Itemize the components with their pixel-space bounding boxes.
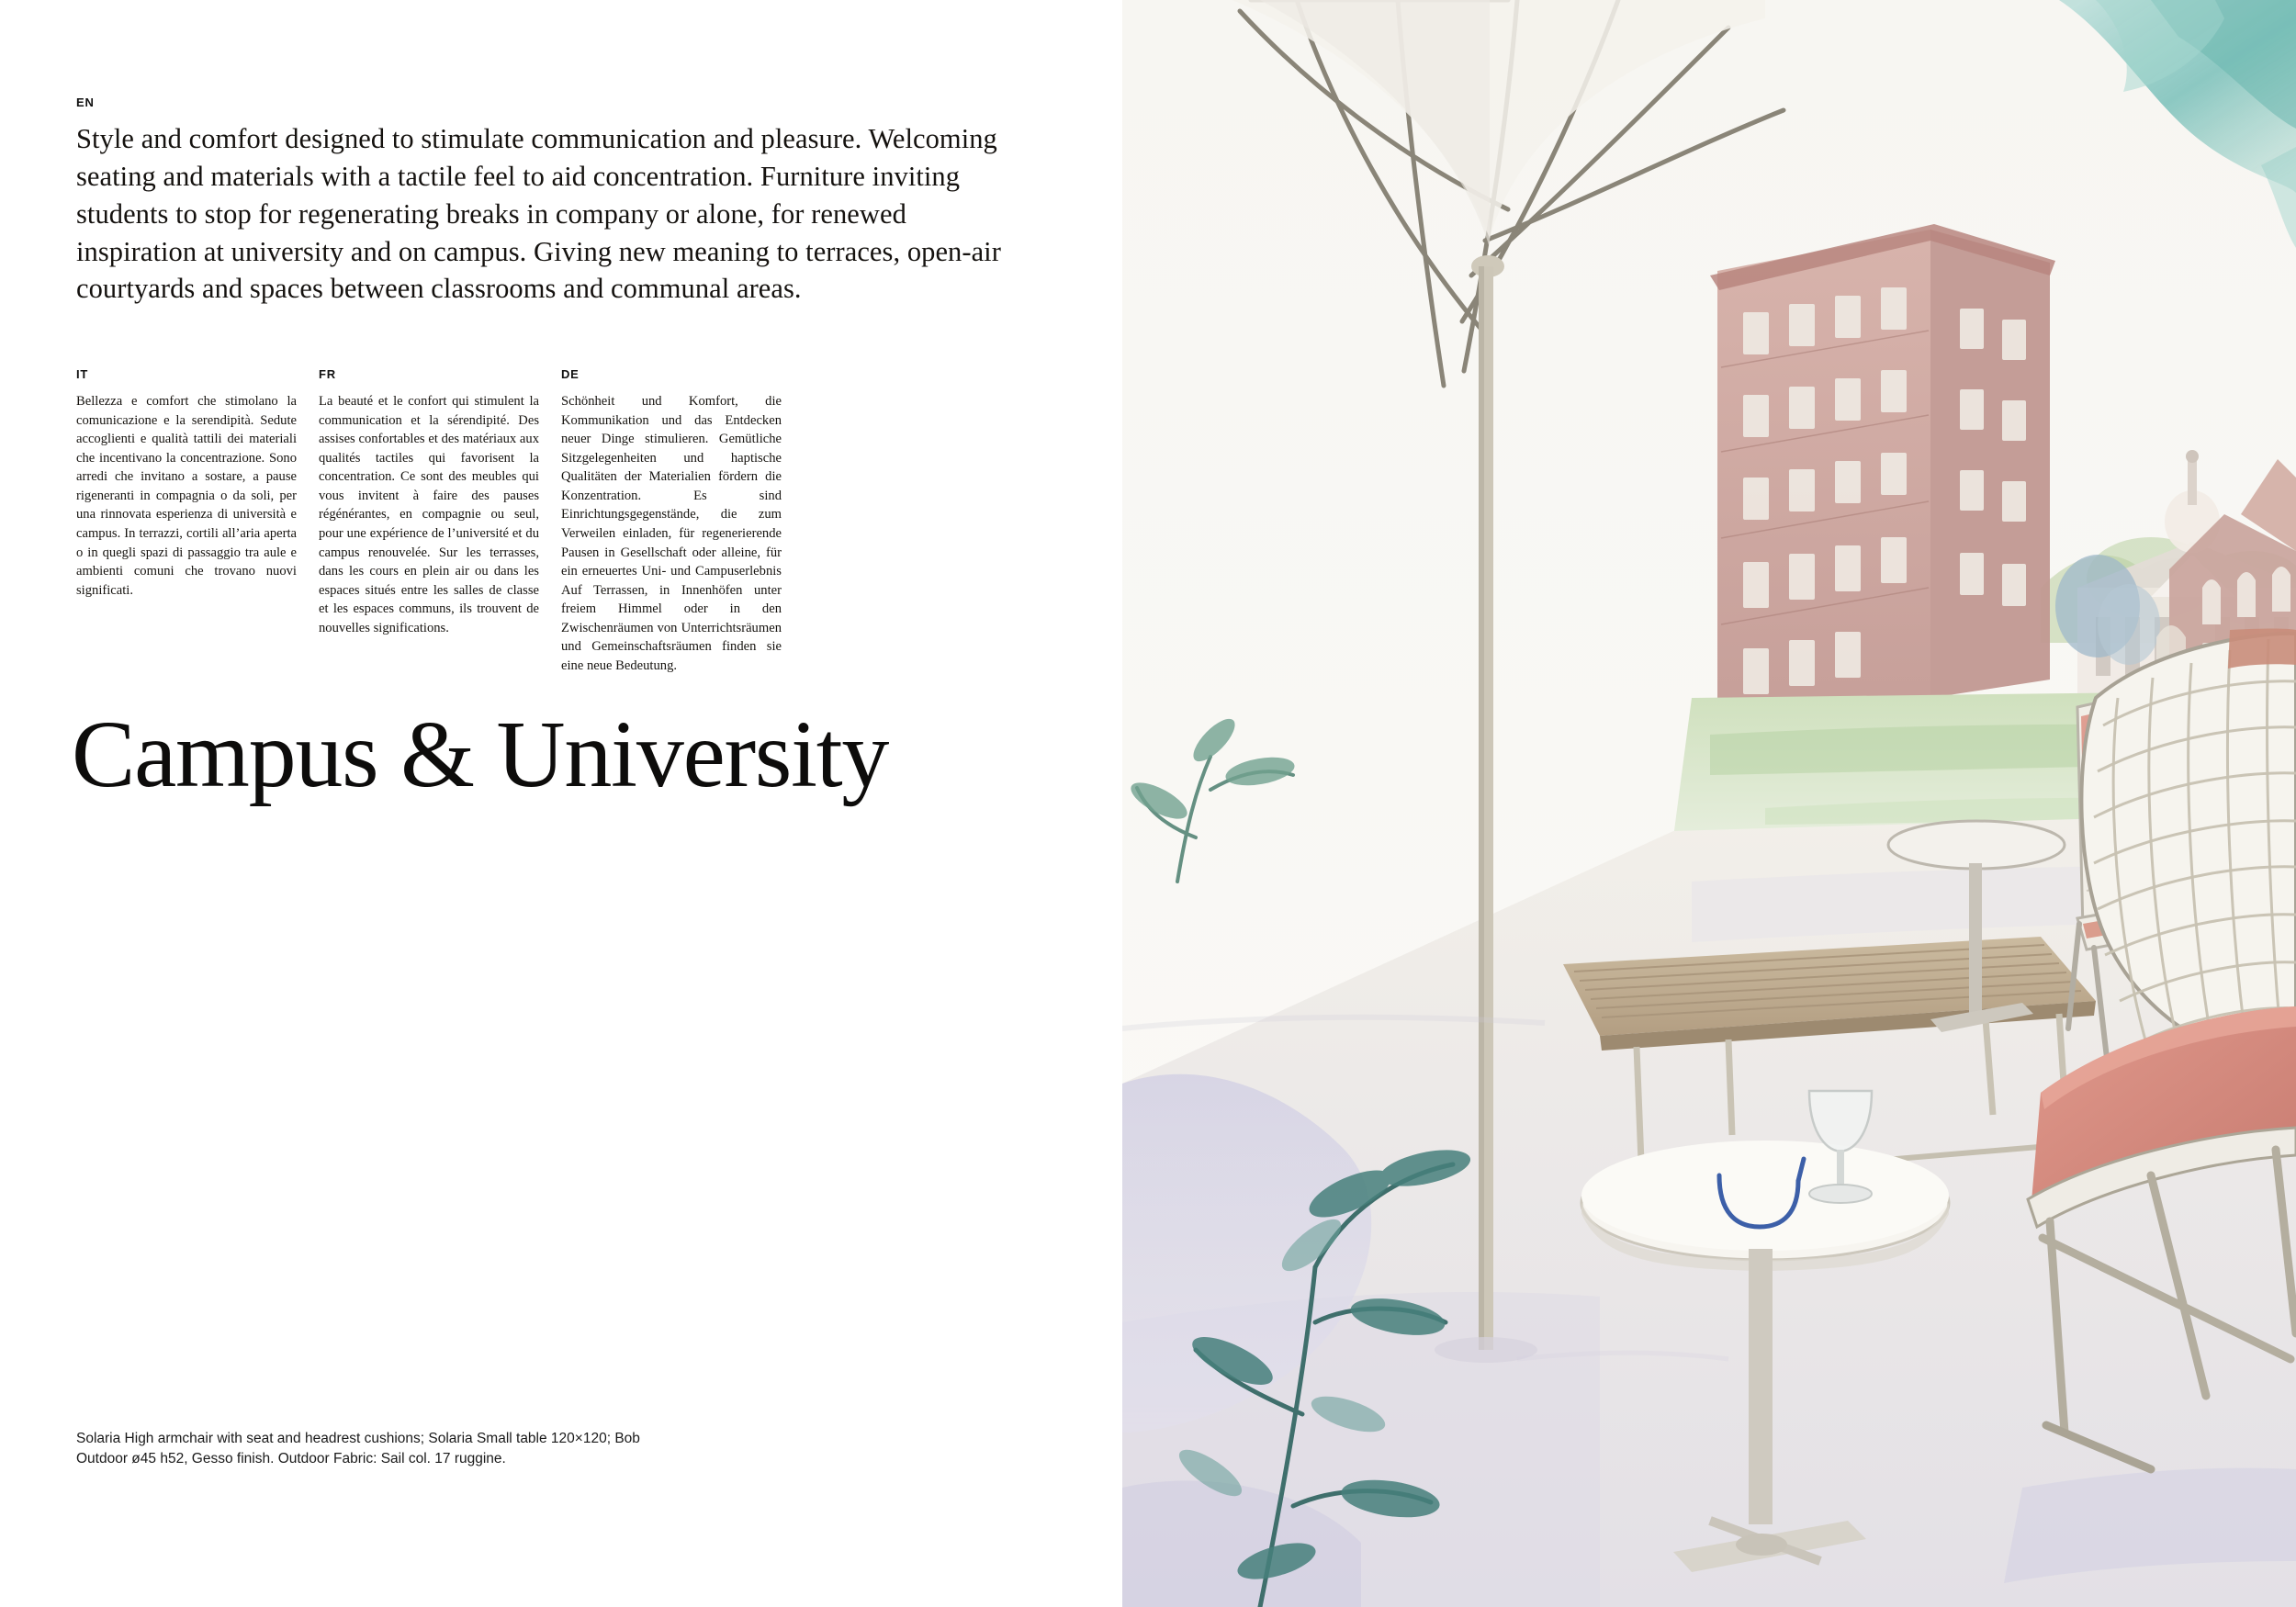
left-page bbox=[0, 0, 1122, 1607]
intro-block-en bbox=[76, 96, 1004, 308]
product-caption: Solaria High armchair with seat and headrest cushions; Solaria Small table 120×120; Bob Outdoor ø45 h52, Gesso finish. Outdoor Fabric: Sail col. 17 ruggine. bbox=[76, 1431, 640, 1467]
language-label-fr: FR bbox=[319, 367, 336, 381]
intro-paragraph-fr: La beauté et le confort qui stimulent la communication et la sérendipité. Des assises confortables et des matériaux aux qualités tactiles qui favorisent la concentration. Ce sont des meubles qui vous invitent à faire des pauses régénérantes, en compagnie ou seul, pour une expérience de l’université et du campus renouvelée. Sur les terrasses, dans les cours en plein air ou dans les espaces situés entre les salles de classe et les espaces communs, ils trouvent de nouvelles significations. bbox=[319, 394, 539, 635]
building-left-dormitory bbox=[1710, 224, 2055, 725]
illustration-svg bbox=[1122, 0, 2296, 1607]
translation-column-it bbox=[76, 367, 297, 675]
language-label-en: EN bbox=[76, 96, 95, 109]
campus-illustration bbox=[1122, 0, 2296, 1607]
language-label-it: IT bbox=[76, 367, 89, 381]
page-title: Campus & University bbox=[72, 702, 889, 807]
intro-paragraph-it: Bellezza e comfort che stimolano la comunicazione e la serendipità. Sedute accoglienti e qualità tattili dei materiali che incentivano la concentrazione. Sono arredi che invitano a sostare, a pause rigeneranti in compagnia o da soli, per una rinnovata esperienza di università e campus. In terrazzi, cortili all’aria aperta o in quegli spazi di passaggio tra aule e ambienti comuni che trovano nuovi significati. bbox=[76, 394, 297, 598]
intro-paragraph-de: Schönheit und Komfort, die Kommunikation und das Entdecken neuer Dinge stimulieren. Gemütliche Sitzgelegenheiten und haptische Qualitäten der Materialien fördern die Konzentration. Es sind Einrichtungsgegenstände, die zum Verweilen einladen, für regenerierende Pausen in Gesellschaft oder alleine, für ein erneuertes Uni- und Campuserlebnis Auf Terrassen, in Innenhöfen unter freiem Himmel oder in den Zwischenräumen von Unterrichtsräumen und Gemeinschaftsräumen finden sie eine neue Bedeutung. bbox=[561, 394, 782, 673]
intro-paragraph-en: Style and comfort designed to stimulate communication and pleasure. Welcoming seating and materials with a tactile feel to aid concentration. Furniture inviting students to stop for regenerating breaks in company or alone, for renewed inspiration at university and on campus. Giving new meaning to terraces, open-air courtyards and spaces between classrooms and communal areas. bbox=[76, 123, 1001, 305]
translation-columns bbox=[76, 367, 802, 675]
translation-column-de bbox=[561, 367, 782, 675]
language-label-de: DE bbox=[561, 367, 580, 381]
translation-column-fr bbox=[319, 367, 539, 675]
